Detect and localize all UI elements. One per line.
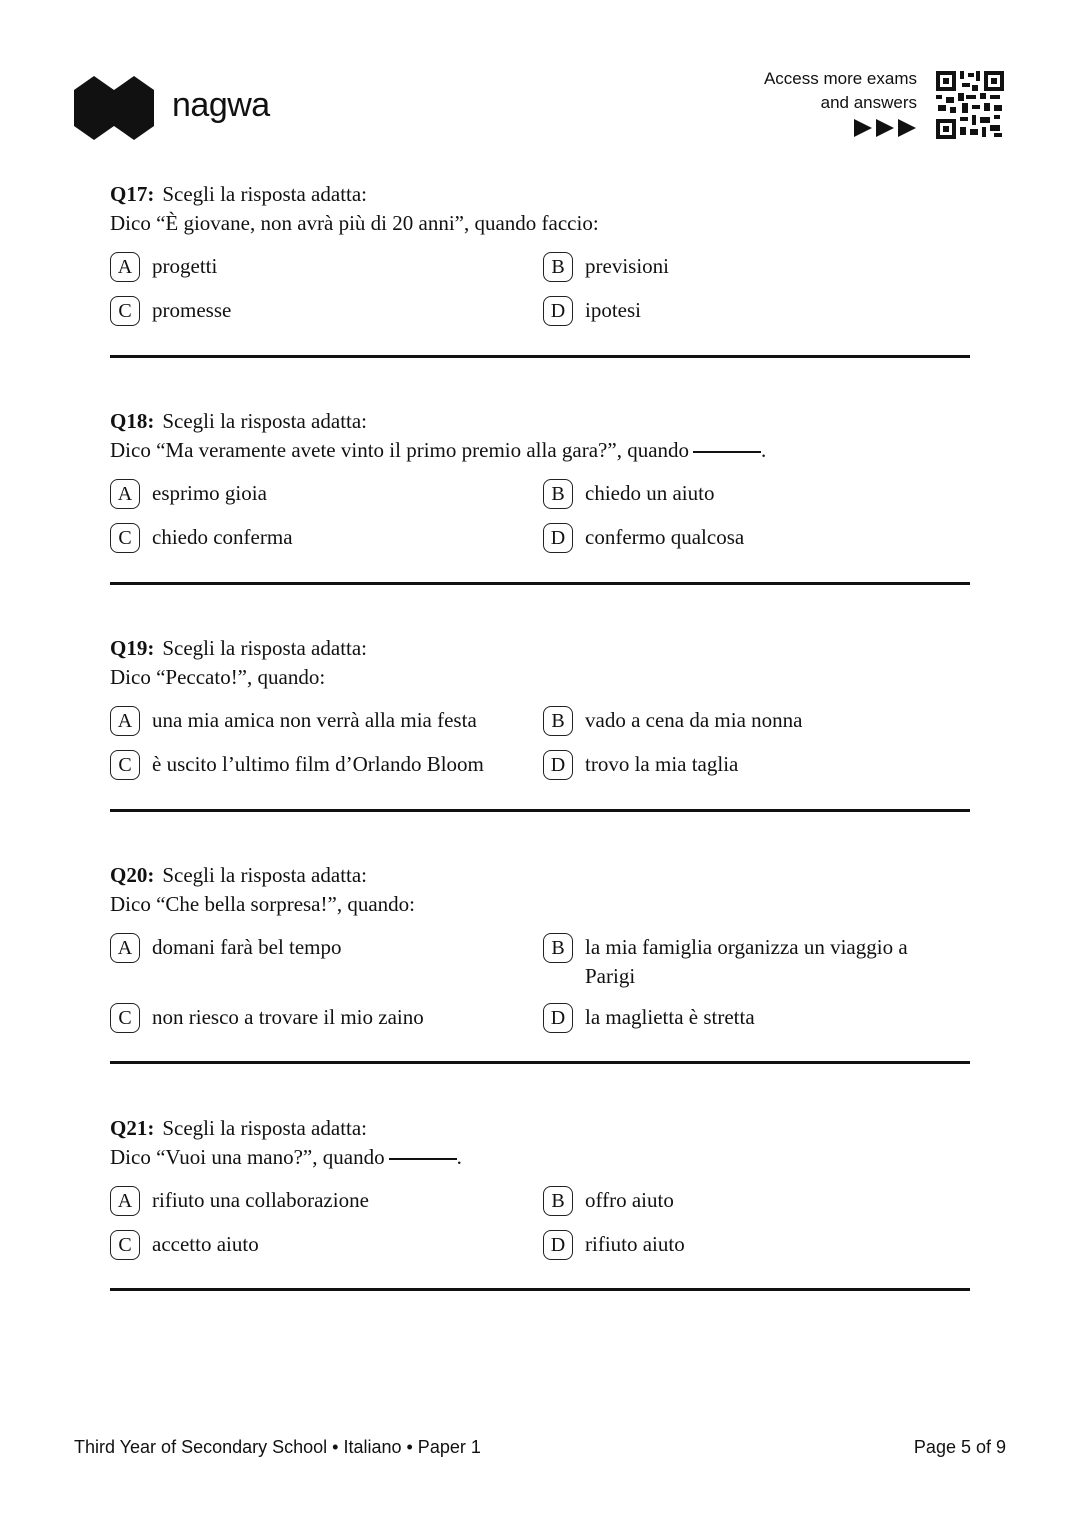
section-divider bbox=[110, 582, 970, 585]
option-a[interactable] bbox=[110, 1186, 530, 1216]
qr-code-icon[interactable] bbox=[936, 71, 1004, 139]
option-text: vado a cena da mia nonna bbox=[585, 708, 803, 732]
option-text: domani farà bel tempo bbox=[152, 935, 342, 959]
question-prompt: Dico “Che bella sorpresa!”, quando: bbox=[110, 892, 415, 916]
option-text: offro aiuto bbox=[585, 1188, 674, 1212]
question-prompt-line bbox=[110, 1143, 970, 1172]
option-letter: D bbox=[543, 523, 573, 553]
option-letter: B bbox=[543, 706, 573, 736]
option-letter: A bbox=[110, 933, 140, 963]
option-a[interactable] bbox=[110, 252, 530, 282]
option-c[interactable] bbox=[110, 1003, 530, 1033]
answer-blank bbox=[389, 1158, 457, 1160]
option-text: rifiuto aiuto bbox=[585, 1232, 685, 1256]
option-c[interactable] bbox=[110, 750, 530, 780]
option-letter: C bbox=[110, 523, 140, 553]
option-text: è uscito l’ultimo film d’Orlando Bloom bbox=[152, 752, 484, 776]
option-text: ipotesi bbox=[585, 298, 641, 322]
question-instruction: Scegli la risposta adatta: bbox=[162, 636, 368, 660]
option-b[interactable] bbox=[543, 1186, 963, 1216]
prompt-end: . bbox=[456, 1145, 462, 1169]
option-letter: A bbox=[110, 479, 140, 509]
option-letter: C bbox=[110, 296, 140, 326]
question-20 bbox=[110, 861, 970, 1041]
question-number: Q19: bbox=[110, 636, 155, 660]
option-letter: C bbox=[110, 1003, 140, 1033]
brand-name: nagwa bbox=[172, 86, 270, 124]
option-text: non riesco a trovare il mio zaino bbox=[152, 1005, 424, 1029]
access-line-2: and answers bbox=[820, 93, 917, 112]
option-d[interactable] bbox=[543, 523, 963, 553]
option-letter: B bbox=[543, 479, 573, 509]
question-prompt: Dico “È giovane, non avrà più di 20 anni”, quando faccio: bbox=[110, 211, 599, 235]
option-text: promesse bbox=[152, 298, 232, 322]
triple-arrow-icon bbox=[852, 118, 918, 138]
question-prompt: Dico “Ma veramente avete vinto il primo premio alla gara?”, quando bbox=[110, 438, 690, 462]
option-text: la mia famiglia organizza un viaggio a Parigi bbox=[585, 935, 908, 988]
section-divider bbox=[110, 809, 970, 812]
question-21 bbox=[110, 1114, 970, 1264]
page-header bbox=[0, 0, 1080, 160]
option-letter: A bbox=[110, 1186, 140, 1216]
option-d[interactable] bbox=[543, 296, 963, 326]
option-b[interactable] bbox=[543, 479, 963, 509]
question-prompt: Dico “Peccato!”, quando: bbox=[110, 665, 326, 689]
question-prompt-line bbox=[110, 436, 970, 465]
option-letter: D bbox=[543, 750, 573, 780]
option-text: chiedo conferma bbox=[152, 525, 293, 549]
question-instruction: Scegli la risposta adatta: bbox=[162, 182, 368, 206]
footer-course-info: Third Year of Secondary School • Italiano • Paper 1 bbox=[74, 1437, 481, 1457]
option-text: esprimo gioia bbox=[152, 481, 267, 505]
option-c[interactable] bbox=[110, 296, 530, 326]
option-b[interactable] bbox=[543, 252, 963, 282]
option-d[interactable] bbox=[543, 1230, 963, 1260]
option-letter: A bbox=[110, 706, 140, 736]
option-text: accetto aiuto bbox=[152, 1232, 259, 1256]
question-17 bbox=[110, 180, 970, 330]
option-text: progetti bbox=[152, 254, 218, 278]
option-a[interactable] bbox=[110, 479, 530, 509]
access-line-1: Access more exams bbox=[763, 69, 917, 88]
option-letter: C bbox=[110, 1230, 140, 1260]
question-instruction: Scegli la risposta adatta: bbox=[162, 1116, 368, 1140]
answer-blank bbox=[693, 451, 761, 453]
nagwa-logo[interactable] bbox=[72, 72, 282, 144]
option-letter: B bbox=[543, 933, 573, 963]
section-divider bbox=[110, 355, 970, 358]
question-18 bbox=[110, 407, 970, 557]
option-a[interactable] bbox=[110, 706, 530, 736]
option-letter: D bbox=[543, 1230, 573, 1260]
nagwa-logo-mark-icon bbox=[72, 72, 158, 144]
option-letter: D bbox=[543, 296, 573, 326]
option-d[interactable] bbox=[543, 1003, 963, 1033]
option-text: una mia amica non verrà alla mia festa bbox=[152, 708, 477, 732]
option-c[interactable] bbox=[110, 523, 530, 553]
option-text: chiedo un aiuto bbox=[585, 481, 715, 505]
option-a[interactable] bbox=[110, 933, 530, 963]
option-text: rifiuto una collaborazione bbox=[152, 1188, 369, 1212]
section-divider bbox=[110, 1061, 970, 1064]
question-19 bbox=[110, 634, 970, 784]
option-letter: D bbox=[543, 1003, 573, 1033]
option-letter: A bbox=[110, 252, 140, 282]
option-text: la maglietta è stretta bbox=[585, 1005, 755, 1029]
option-b[interactable] bbox=[543, 933, 953, 991]
question-prompt: Dico “Vuoi una mano?”, quando bbox=[110, 1145, 385, 1169]
question-instruction: Scegli la risposta adatta: bbox=[162, 409, 368, 433]
option-letter: B bbox=[543, 1186, 573, 1216]
option-text: previsioni bbox=[585, 254, 669, 278]
option-letter: C bbox=[110, 750, 140, 780]
question-instruction: Scegli la risposta adatta: bbox=[162, 863, 368, 887]
option-c[interactable] bbox=[110, 1230, 530, 1260]
access-more-text[interactable] bbox=[764, 67, 917, 115]
option-letter: B bbox=[543, 252, 573, 282]
question-number: Q18: bbox=[110, 409, 155, 433]
option-text: trovo la mia taglia bbox=[585, 752, 739, 776]
question-number: Q21: bbox=[110, 1116, 155, 1140]
prompt-end: . bbox=[761, 438, 767, 462]
question-number: Q17: bbox=[110, 182, 155, 206]
question-number: Q20: bbox=[110, 863, 155, 887]
option-text: confermo qualcosa bbox=[585, 525, 745, 549]
option-d[interactable] bbox=[543, 750, 963, 780]
footer-page-number: Page 5 of 9 bbox=[913, 1437, 1006, 1457]
section-divider bbox=[110, 1288, 970, 1291]
option-b[interactable] bbox=[543, 706, 963, 736]
